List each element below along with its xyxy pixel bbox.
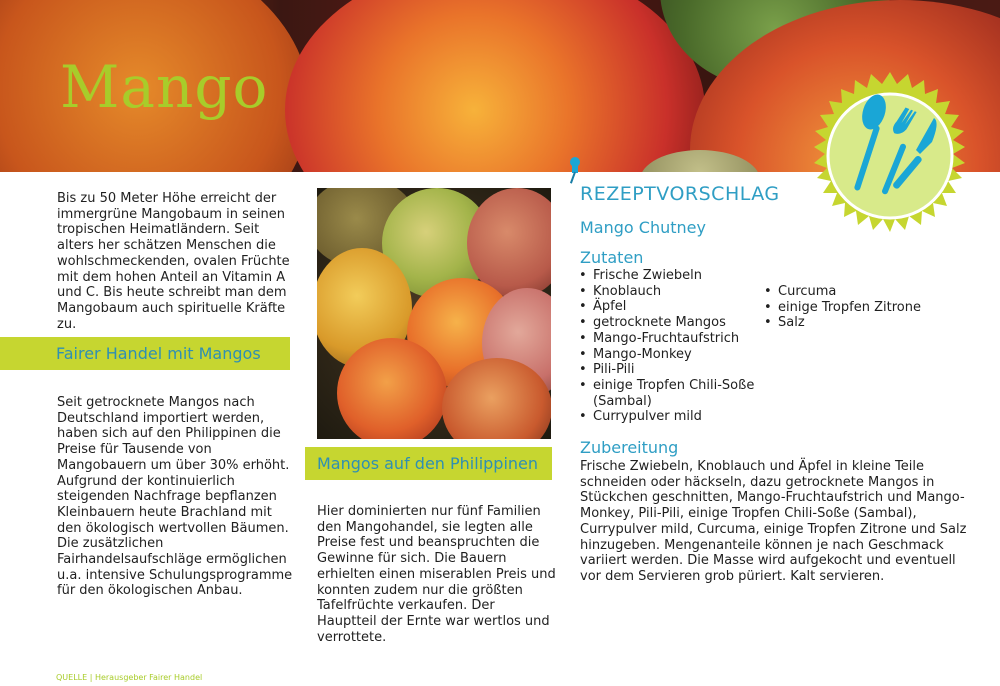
ingredients-list (579, 268, 764, 425)
ingredient-item: • Currypulver mild (579, 409, 764, 425)
ingredient-item: • einige Tropfen Zitrone (764, 300, 964, 316)
preparation-text: Frische Zwiebeln, Knoblauch und Äpfel in kleine Teile schneiden oder häckseln, dazu getrocknete Mangos in Stückchen geschnitten, Mango-Fruchtaufstrich und Mango-Monkey, Pili-Pili, einige Tropfen Chili-Soße (Sambal), Currypulver mild, Curcuma, einige Tropfen Zitrone und Salz hinzugeben. Mengenanteile können je nach Geschmack variiert werden. Die Masse wird aufgekocht und eventuell vor dem Servieren grob püriert. Kalt servieren. (580, 459, 967, 584)
ingredient-item: • getrocknete Mangos (579, 315, 764, 331)
cutlery-badge-icon (806, 72, 974, 240)
ingredient-item: • Mango-Fruchtaufstrich (579, 331, 764, 347)
ingredients-heading: Zutaten (580, 248, 644, 267)
ingredient-item: • einige Tropfen Chili-Soße (Sambal) (579, 378, 764, 409)
philippines-text: Hier dominierten nur fünf Familien den Mangohandel, sie legten alle Preise fest und beanspruchten die Gewinne für sich. Die Bauern erhielten einen miserablen Preis und konnten zudem nur die größten Tafelfrüchte verkaufen. Der Hauptteil der Ernte war wertlos und verrottete. (317, 504, 556, 645)
recipe-heading: REZEPTVORSCHLAG (580, 183, 780, 205)
ingredient-item: • Curcuma (764, 284, 964, 300)
ingredients-list-2 (764, 284, 964, 331)
pushpin-icon (565, 156, 585, 186)
ingredient-item: • Mango-Monkey (579, 347, 764, 363)
ingredient-item: • Pili-Pili (579, 362, 764, 378)
mango-fruit (337, 338, 447, 439)
ingredient-item: • Äpfel (579, 299, 764, 315)
ingredient-item: • Salz (764, 315, 964, 331)
mango-photo (317, 188, 551, 439)
ingredient-item: • Knoblauch (579, 284, 764, 300)
fair-trade-text: Seit getrocknete Mangos nach Deutschland importiert werden, haben sich auf den Philippinen die Preise für Tausende von Mangobauern um über 30% erhöht. Aufgrund der kontinuierlich steigenden Nachfrage bepflanzen Kleinbauern heute Brachland mit den ökologisch wertvollen Bäumen. Die zusätzlichen Fairhandelsaufschläge ermöglichen u.a. intensive Schulungsprogramme für den ökologischen Anbau. (57, 395, 293, 599)
ingredient-item: • Frische Zwiebeln (579, 268, 764, 284)
page-title: Mango (60, 53, 269, 121)
preparation-heading: Zubereitung (580, 438, 679, 457)
philippines-heading-box: Mangos auf den Philippinen (305, 447, 552, 480)
intro-text: Bis zu 50 Meter Höhe erreicht der immergrüne Mangobaum in seinen tropischen Heimatländern. Seit alters her schätzen Menschen die wohlschmeckenden, ovalen Früchte mit dem hohen Anteil an Vitamin A und C. Bis heute schreibt man dem Mangobaum auch spirituelle Kräfte zu. (57, 191, 290, 332)
mango-fruit (285, 0, 705, 172)
source-credit: QUELLE | Herausgeber Fairer Handel (56, 673, 203, 682)
fair-trade-heading-box: Fairer Handel mit Mangos (0, 337, 290, 370)
recipe-name: Mango Chutney (580, 218, 706, 237)
